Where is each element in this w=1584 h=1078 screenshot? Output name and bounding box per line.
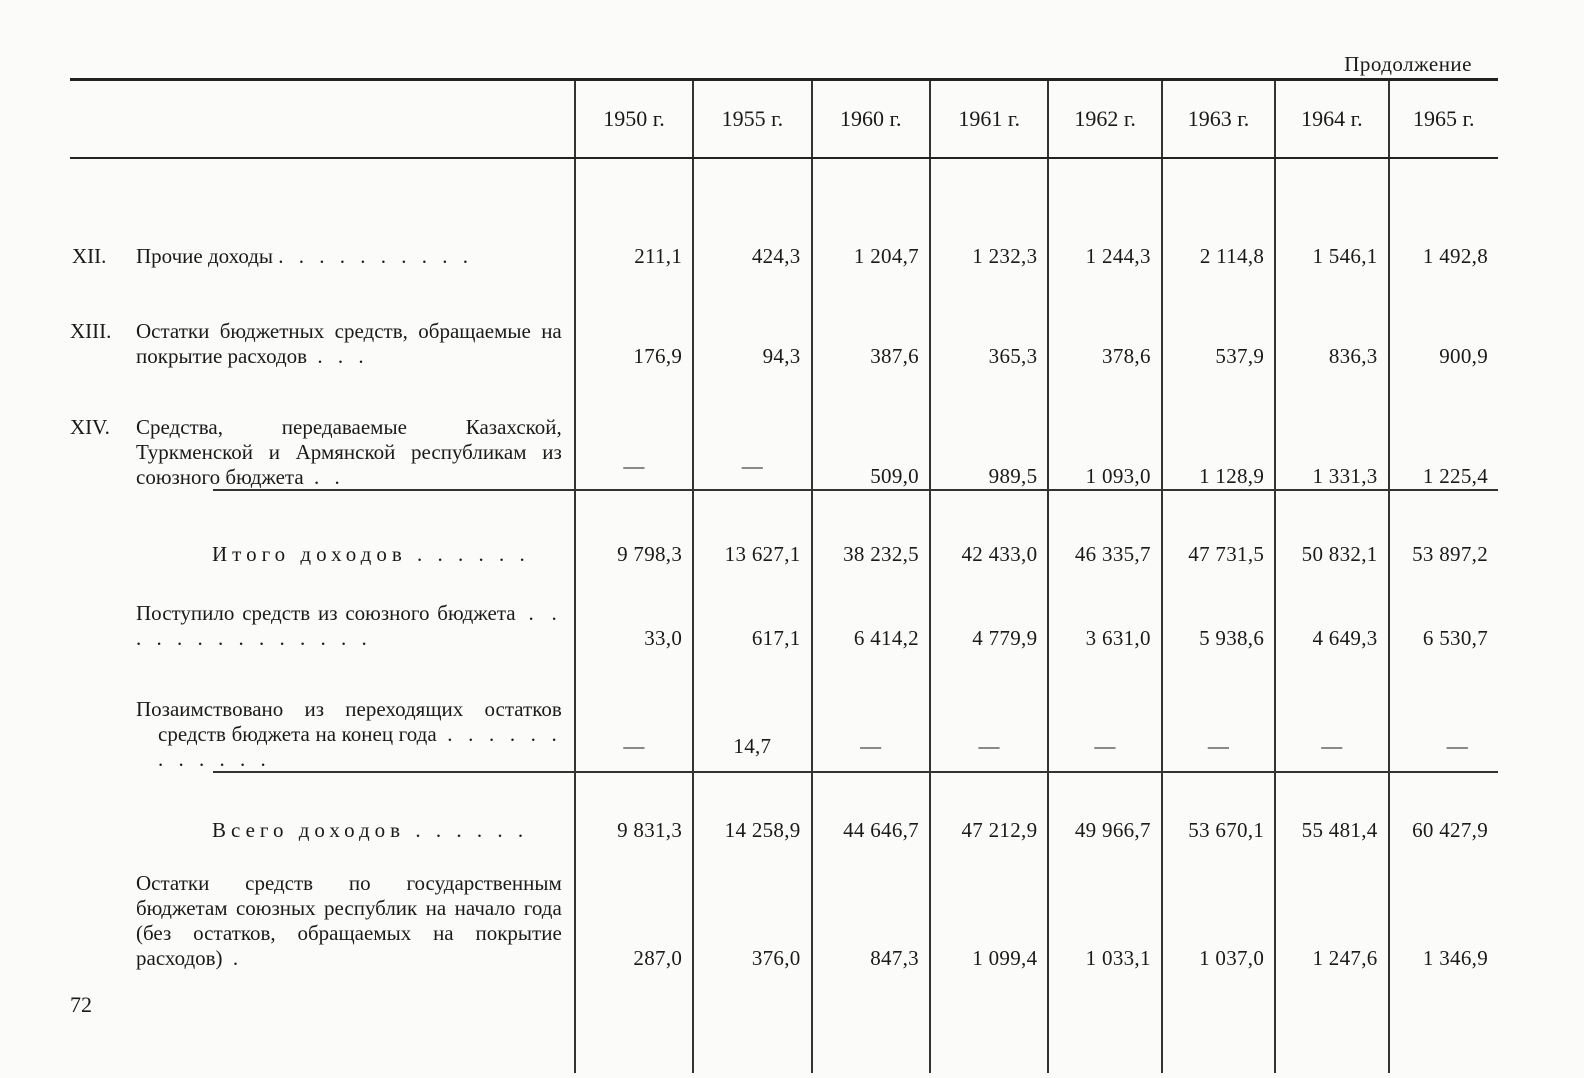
spacer-cell: [1048, 971, 1161, 1073]
table-cell: 176,9: [575, 269, 693, 369]
table-cell: 53 897,2: [1389, 490, 1498, 567]
table-row: [70, 843, 1498, 971]
table-cell: 94,3: [693, 269, 811, 369]
table-cell: 47 212,9: [930, 772, 1048, 843]
table-row-grand-total: [70, 772, 1498, 843]
table-cell: 1 204,7: [812, 158, 930, 269]
year-header-1955: 1955 г.: [693, 80, 811, 159]
table-cell: 47 731,5: [1162, 490, 1275, 567]
table-cell: 287,0: [575, 843, 693, 971]
row-label: Поступило средств из союзного бюджета: [136, 601, 516, 625]
year-header-1960: 1960 г.: [812, 80, 930, 159]
budget-revenue-table: [70, 78, 1498, 1073]
row-label: Позаимствовано из переходящих остатков средств бюджета на конец года: [136, 697, 562, 746]
table-cell: 50 832,1: [1275, 490, 1388, 567]
table-cell: 376,0: [693, 843, 811, 971]
leader-dots: . . .: [307, 344, 369, 368]
table-cell: —: [930, 651, 1048, 772]
leader-dots: . . . . . .: [406, 542, 530, 566]
header-row: [70, 80, 1498, 159]
table-cell: 2 114,8: [1162, 158, 1275, 269]
page-number: 72: [70, 992, 92, 1017]
table-cell: 1 546,1: [1275, 158, 1388, 269]
leader-dots: . . . . . . . . . . . .: [158, 722, 562, 771]
table-cell: 38 232,5: [812, 490, 930, 567]
row-number: XIII.: [70, 319, 112, 343]
table-cell: 42 433,0: [930, 490, 1048, 567]
row-label-cell: [70, 567, 575, 651]
table-row-total: [70, 490, 1498, 567]
table-cell: 1 128,9: [1162, 369, 1275, 490]
table-cell: 836,3: [1275, 269, 1388, 369]
row-label: Всего доходов: [212, 818, 406, 842]
table-cell: 989,5: [930, 369, 1048, 490]
table-cell: 378,6: [1048, 269, 1161, 369]
spacer-cell: [930, 971, 1048, 1073]
table-cell: 1 232,3: [930, 158, 1048, 269]
row-label-cell: [70, 158, 575, 269]
table-cell: 14,7: [693, 651, 811, 772]
table-cell: 1 247,6: [1275, 843, 1388, 971]
table-cell: —: [812, 651, 930, 772]
table-cell: 365,3: [930, 269, 1048, 369]
table-cell: 1 093,0: [1048, 369, 1161, 490]
row-label: Средства, передаваемые Казахской, Туркменской и Армянской республикам из союзного бюджета: [136, 415, 562, 489]
table-cell: 1 099,4: [930, 843, 1048, 971]
row-label-cell: [70, 369, 575, 490]
table-cell: 3 631,0: [1048, 567, 1161, 651]
table-cell: 6 530,7: [1389, 567, 1498, 651]
table-cell: 9 831,3: [575, 772, 693, 843]
table-cell: 1 346,9: [1389, 843, 1498, 971]
year-header-1962: 1962 г.: [1048, 80, 1161, 159]
table-cell: 44 646,7: [812, 772, 930, 843]
table-cell: 14 258,9: [693, 772, 811, 843]
table-row: [70, 651, 1498, 772]
table-cell: 60 427,9: [1389, 772, 1498, 843]
row-label-cell: [70, 843, 575, 971]
leader-dots: . . . . . . . . . .: [278, 244, 474, 268]
table-cell: 1 225,4: [1389, 369, 1498, 490]
year-header-1950: 1950 г.: [575, 80, 693, 159]
table-cell: 424,3: [693, 158, 811, 269]
table-cell: 49 966,7: [1048, 772, 1161, 843]
spacer-cell: [1275, 971, 1388, 1073]
table-cell: 13 627,1: [693, 490, 811, 567]
table-cell: —: [1048, 651, 1161, 772]
table-cell: —: [575, 369, 693, 490]
leader-dots: . . . . . .: [405, 818, 529, 842]
spacer-cell: [693, 971, 811, 1073]
leader-dots: .: [222, 946, 244, 970]
spacer-cell: [575, 971, 693, 1073]
table-cell: 617,1: [693, 567, 811, 651]
table-row-spacer: [70, 971, 1498, 1073]
leader-dots: . .: [303, 465, 345, 489]
table-row: [70, 158, 1498, 269]
header-blank: [70, 80, 575, 159]
table-cell: 1 492,8: [1389, 158, 1498, 269]
spacer-cell: [70, 971, 575, 1073]
table-row: [70, 369, 1498, 490]
table-cell: 509,0: [812, 369, 930, 490]
spacer-cell: [1389, 971, 1498, 1073]
continuation-label: Продолжение: [1344, 52, 1472, 76]
year-header-1964: 1964 г.: [1275, 80, 1388, 159]
table-cell: —: [693, 369, 811, 490]
leader-dots: . . . . . . . . . . . . . .: [136, 601, 562, 650]
table-cell: 9 798,3: [575, 490, 693, 567]
row-number: XIV.: [70, 415, 110, 439]
table-cell: 55 481,4: [1275, 772, 1388, 843]
table-cell: 847,3: [812, 843, 930, 971]
spacer-cell: [812, 971, 930, 1073]
table-cell: 53 670,1: [1162, 772, 1275, 843]
row-label: Прочие доходы: [136, 244, 274, 268]
table-cell: 1 244,3: [1048, 158, 1161, 269]
spacer-cell: [1162, 971, 1275, 1073]
row-label: Итого доходов: [212, 542, 407, 566]
row-label-cell: [70, 490, 575, 567]
row-number: XII.: [72, 244, 107, 268]
table-cell: 900,9: [1389, 269, 1498, 369]
table-cell: 5 938,6: [1162, 567, 1275, 651]
table-row: [70, 269, 1498, 369]
table-cell: 1 037,0: [1162, 843, 1275, 971]
table-cell: 387,6: [812, 269, 930, 369]
table-cell: 1 033,1: [1048, 843, 1161, 971]
table-cell: 537,9: [1162, 269, 1275, 369]
row-label-cell: [70, 269, 575, 369]
table-cell: 4 649,3: [1275, 567, 1388, 651]
row-label-cell: [70, 772, 575, 843]
row-label-cell: [70, 651, 575, 772]
year-header-1963: 1963 г.: [1162, 80, 1275, 159]
table-cell: 6 414,2: [812, 567, 930, 651]
table-row: [70, 567, 1498, 651]
table-cell: —: [1389, 651, 1498, 772]
table-cell: —: [575, 651, 693, 772]
row-label: Остатки средств по государственным бюджетам союзных республик на начало года (без остатков, обращаемых на покрытие расходов): [136, 871, 562, 970]
table-cell: 33,0: [575, 567, 693, 651]
table-cell: —: [1162, 651, 1275, 772]
row-label: Остатки бюджетных средств, обращаемые на покрытие расходов: [136, 319, 562, 368]
year-header-1961: 1961 г.: [930, 80, 1048, 159]
table-cell: —: [1275, 651, 1388, 772]
table-cell: 1 331,3: [1275, 369, 1388, 490]
table-cell: 211,1: [575, 158, 693, 269]
table-cell: 46 335,7: [1048, 490, 1161, 567]
table-cell: 4 779,9: [930, 567, 1048, 651]
year-header-1965: 1965 г.: [1389, 80, 1498, 159]
